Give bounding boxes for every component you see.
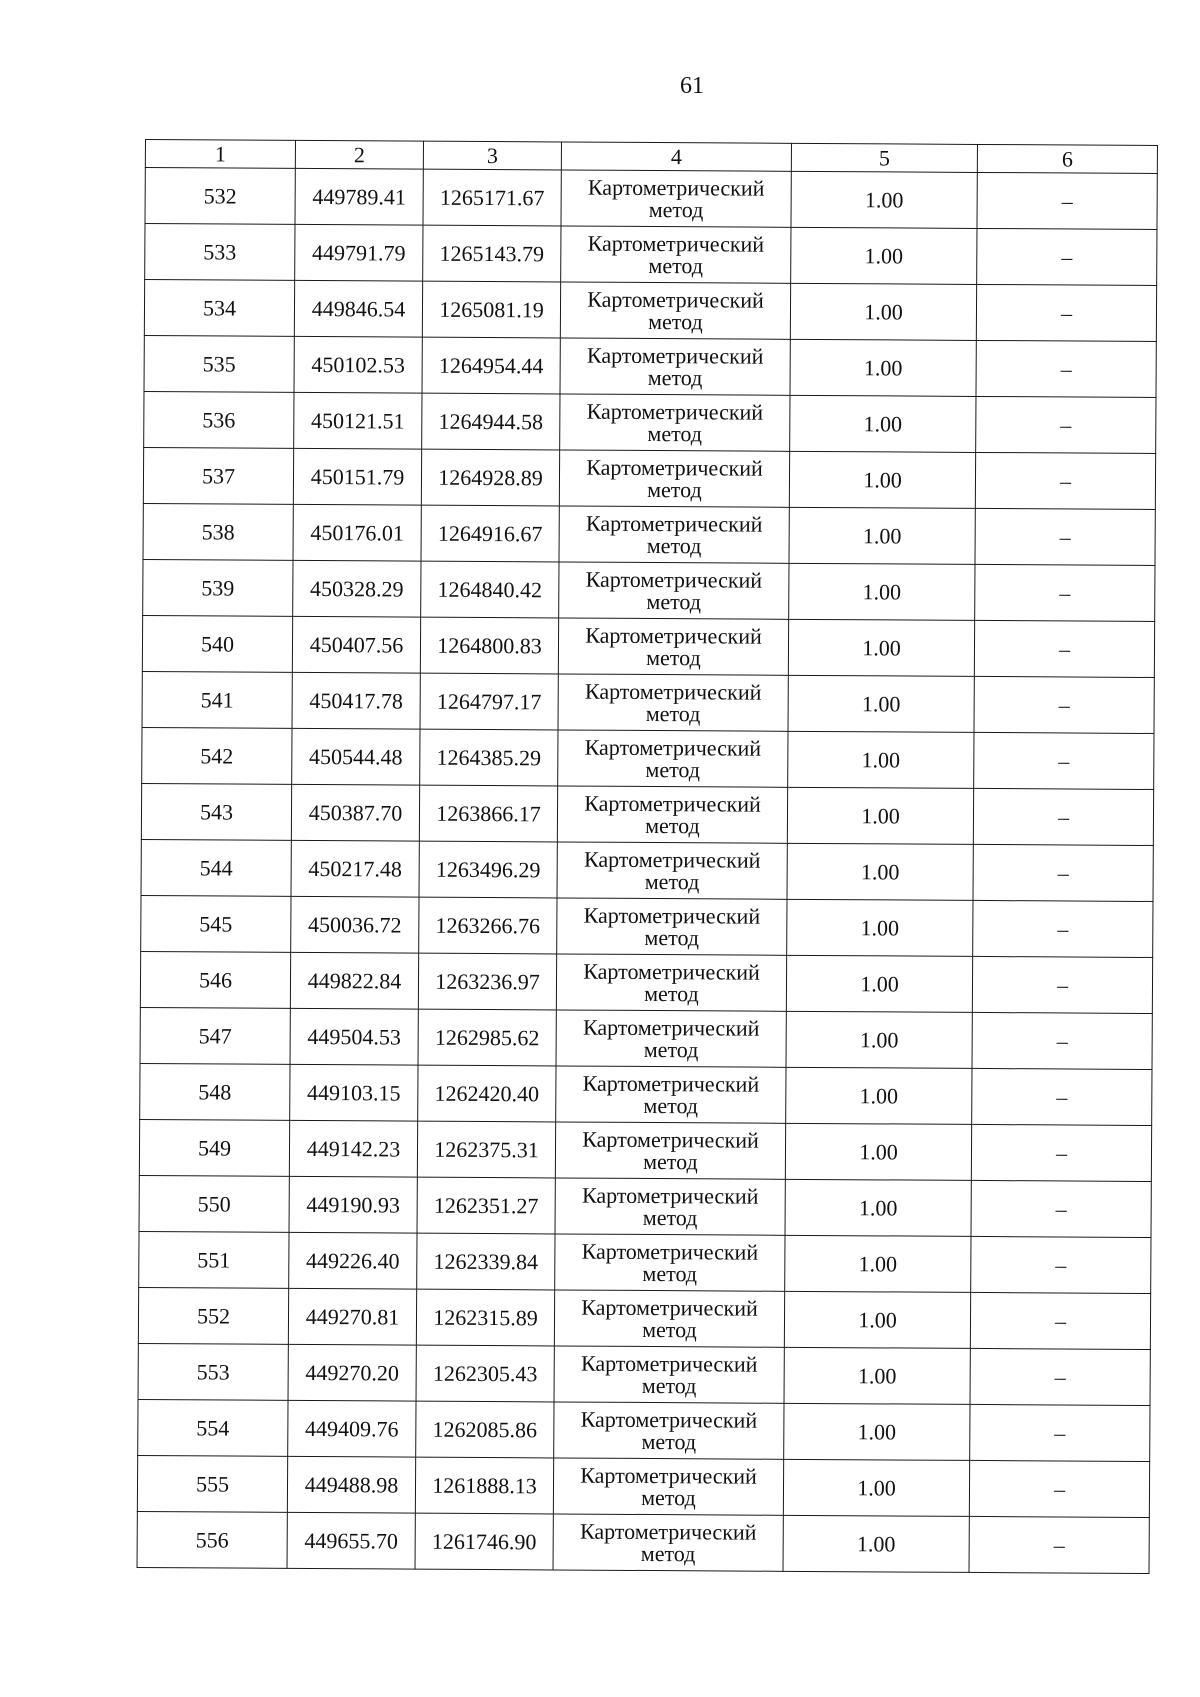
method-cell	[559, 506, 789, 563]
method-text-line: метод	[644, 980, 699, 1006]
method-text-line: метод	[643, 1036, 699, 1062]
table-row	[138, 1343, 1150, 1405]
point-number-cell: 555	[137, 1455, 287, 1512]
y-coordinate-cell: 1262339.84	[417, 1233, 555, 1290]
note-cell: –	[977, 172, 1157, 229]
method-text-line: Картометрический	[586, 454, 763, 481]
method-text-line: метод	[641, 1484, 696, 1510]
method-text-line: Картометрический	[580, 1462, 757, 1489]
accuracy-cell: 1.00	[785, 1179, 971, 1236]
method-cell	[555, 1122, 785, 1179]
note-cell: –	[974, 732, 1154, 789]
table-row	[142, 615, 1154, 677]
method-text-line: метод	[646, 588, 702, 614]
note-cell: –	[971, 1124, 1151, 1181]
y-coordinate-cell: 1264797.17	[420, 673, 558, 730]
y-coordinate-cell: 1264800.83	[420, 617, 558, 674]
method-cell	[557, 898, 787, 955]
method-text-line: Картометрический	[584, 790, 761, 817]
page-number: 61	[680, 73, 704, 99]
note-cell: –	[975, 452, 1155, 509]
method-cell	[553, 1458, 783, 1515]
method-cell	[554, 1402, 784, 1459]
accuracy-cell: 1.00	[789, 507, 975, 564]
method-text-line: метод	[643, 1148, 698, 1174]
x-coordinate-cell: 450328.29	[293, 560, 421, 617]
note-cell: –	[976, 340, 1156, 397]
x-coordinate-cell: 450102.53	[294, 336, 422, 393]
point-number-cell: 545	[141, 895, 291, 952]
point-number-cell: 542	[142, 727, 292, 784]
method-text-line: метод	[642, 1316, 697, 1342]
method-cell	[559, 450, 789, 507]
table-row	[142, 671, 1154, 733]
table-row	[139, 1231, 1151, 1293]
column-header: 6	[977, 144, 1157, 173]
x-coordinate-cell: 449791.79	[295, 224, 423, 281]
point-number-cell: 541	[142, 671, 292, 728]
table-row	[140, 951, 1152, 1013]
point-number-cell: 536	[144, 391, 294, 448]
point-number-cell: 549	[139, 1119, 289, 1176]
method-text-line: Картометрический	[585, 622, 762, 649]
accuracy-cell: 1.00	[786, 1067, 972, 1124]
x-coordinate-cell: 449270.20	[288, 1344, 416, 1401]
method-text-line: Картометрический	[586, 398, 764, 425]
table-row	[138, 1399, 1150, 1461]
note-cell: –	[977, 228, 1157, 285]
method-text-line: метод	[645, 812, 700, 838]
method-text-line: Картометрический	[583, 958, 760, 985]
y-coordinate-cell: 1265081.19	[422, 281, 560, 338]
x-coordinate-cell: 450217.48	[291, 840, 419, 897]
accuracy-cell: 1.00	[790, 283, 976, 340]
method-cell	[558, 730, 788, 787]
point-number-cell: 533	[145, 224, 295, 281]
x-coordinate-cell: 449846.54	[294, 280, 422, 337]
note-cell: –	[972, 1012, 1152, 1069]
point-number-cell: 538	[143, 503, 293, 560]
y-coordinate-cell: 1263266.76	[419, 897, 557, 954]
point-number-cell: 534	[144, 280, 294, 337]
method-text-line: Картометрический	[587, 174, 765, 201]
method-cell	[556, 1010, 786, 1067]
column-header: 2	[295, 140, 423, 169]
method-text-line: метод	[646, 644, 701, 670]
method-cell	[561, 226, 791, 283]
table-row	[145, 168, 1157, 230]
table-row	[144, 335, 1156, 397]
method-cell	[555, 1234, 785, 1291]
accuracy-cell: 1.00	[784, 1347, 970, 1404]
table-row	[143, 447, 1155, 509]
point-number-cell: 535	[144, 335, 294, 392]
accuracy-cell: 1.00	[784, 1291, 970, 1348]
accuracy-cell: 1.00	[783, 1459, 969, 1516]
table-row	[140, 1007, 1152, 1069]
point-number-cell: 554	[138, 1399, 288, 1456]
table-row	[139, 1119, 1151, 1181]
y-coordinate-cell: 1262420.40	[418, 1065, 556, 1122]
note-cell: –	[972, 956, 1152, 1013]
method-cell	[558, 674, 788, 731]
y-coordinate-cell: 1264385.29	[420, 729, 558, 786]
x-coordinate-cell: 449409.76	[288, 1400, 416, 1457]
point-number-cell: 550	[139, 1175, 289, 1232]
y-coordinate-cell: 1262085.86	[416, 1401, 554, 1458]
table-row	[144, 391, 1156, 453]
y-coordinate-cell: 1261746.90	[415, 1513, 553, 1570]
method-cell	[561, 170, 791, 227]
accuracy-cell: 1.00	[790, 339, 976, 396]
method-text-line: Картометрический	[579, 1518, 757, 1545]
method-text-line: Картометрический	[587, 230, 765, 257]
point-number-cell: 553	[138, 1343, 288, 1400]
x-coordinate-cell: 449488.98	[287, 1456, 415, 1513]
y-coordinate-cell: 1265171.67	[423, 169, 561, 226]
x-coordinate-cell: 450151.79	[293, 448, 421, 505]
y-coordinate-cell: 1263496.29	[419, 841, 557, 898]
note-cell: –	[971, 1236, 1151, 1293]
method-text-line: метод	[642, 1204, 698, 1230]
method-cell	[560, 394, 790, 451]
accuracy-cell: 1.00	[787, 899, 973, 956]
method-text-line: Картометрический	[584, 678, 762, 705]
y-coordinate-cell: 1264840.42	[421, 561, 559, 618]
table-row	[144, 280, 1156, 342]
method-text-line: Картометрический	[583, 902, 761, 929]
table-row	[141, 895, 1153, 957]
method-text-line: метод	[647, 420, 703, 446]
accuracy-cell: 1.00	[786, 1011, 972, 1068]
x-coordinate-cell: 449142.23	[289, 1120, 417, 1177]
accuracy-cell: 1.00	[784, 1403, 970, 1460]
method-cell	[557, 842, 787, 899]
x-coordinate-cell: 450176.01	[293, 504, 421, 561]
method-cell	[560, 338, 790, 395]
column-header: 5	[791, 143, 977, 172]
method-cell	[554, 1290, 784, 1347]
method-cell	[559, 562, 789, 619]
y-coordinate-cell: 1262375.31	[417, 1121, 555, 1178]
note-cell: –	[970, 1292, 1150, 1349]
note-cell: –	[975, 508, 1155, 565]
note-cell: –	[973, 844, 1153, 901]
y-coordinate-cell: 1262315.89	[416, 1289, 554, 1346]
table-row	[137, 1455, 1149, 1517]
point-number-cell: 539	[143, 559, 293, 616]
note-cell: –	[970, 1404, 1150, 1461]
method-text-line: Картометрический	[584, 734, 762, 761]
column-header: 1	[145, 140, 295, 169]
method-text-line: Картометрический	[581, 1294, 758, 1321]
x-coordinate-cell: 450036.72	[291, 896, 419, 953]
x-coordinate-cell: 449655.70	[287, 1512, 415, 1569]
method-text-line: метод	[645, 700, 701, 726]
point-number-cell: 544	[141, 839, 291, 896]
method-text-line: метод	[647, 364, 703, 390]
x-coordinate-cell: 449270.81	[288, 1288, 416, 1345]
point-number-cell: 551	[139, 1231, 289, 1288]
method-cell	[556, 954, 786, 1011]
method-text-line: метод	[647, 476, 702, 502]
method-text-line: Картометрический	[582, 1070, 760, 1097]
method-text-line: Картометрический	[585, 566, 763, 593]
x-coordinate-cell: 450544.48	[292, 728, 420, 785]
x-coordinate-cell: 450417.78	[292, 672, 420, 729]
table-row	[137, 1511, 1149, 1573]
method-text-line: метод	[648, 252, 704, 278]
x-coordinate-cell: 449103.15	[290, 1064, 418, 1121]
method-text-line: Картометрический	[583, 846, 761, 873]
method-cell	[558, 618, 788, 675]
method-cell	[554, 1346, 784, 1403]
y-coordinate-cell: 1265143.79	[423, 225, 561, 282]
accuracy-cell: 1.00	[788, 675, 974, 732]
point-number-cell: 547	[140, 1007, 290, 1064]
accuracy-cell: 1.00	[785, 1123, 971, 1180]
point-number-cell: 556	[137, 1511, 287, 1568]
note-cell: –	[971, 1180, 1151, 1237]
note-cell: –	[975, 564, 1155, 621]
table-row	[138, 1287, 1150, 1349]
method-cell	[553, 1514, 783, 1571]
table-body	[137, 168, 1157, 1574]
x-coordinate-cell: 450387.70	[291, 784, 419, 841]
table-row	[139, 1175, 1151, 1237]
method-text-line: метод	[644, 868, 700, 894]
method-text-line: Картометрический	[580, 1406, 758, 1433]
accuracy-cell: 1.00	[789, 563, 975, 620]
x-coordinate-cell: 449190.93	[289, 1176, 417, 1233]
method-text-line: метод	[643, 1092, 699, 1118]
table-row	[143, 503, 1155, 565]
method-cell	[555, 1178, 785, 1235]
y-coordinate-cell: 1264916.67	[421, 505, 559, 562]
y-coordinate-cell: 1263236.97	[418, 953, 556, 1010]
note-cell: –	[974, 676, 1154, 733]
note-cell: –	[976, 396, 1156, 453]
method-text-line: Картометрический	[585, 510, 763, 537]
accuracy-cell: 1.00	[787, 787, 973, 844]
x-coordinate-cell: 449789.41	[295, 168, 423, 225]
table-row	[145, 224, 1157, 286]
method-text-line: метод	[641, 1372, 697, 1398]
method-text-line: Картометрический	[581, 1182, 759, 1209]
note-cell: –	[969, 1516, 1149, 1573]
method-text-line: Картометрический	[587, 286, 764, 313]
table-row	[141, 783, 1153, 845]
method-text-line: метод	[646, 532, 702, 558]
method-cell	[557, 786, 787, 843]
table-row	[142, 727, 1154, 789]
point-number-cell: 546	[140, 951, 290, 1008]
note-cell: –	[970, 1348, 1150, 1405]
y-coordinate-cell: 1262351.27	[417, 1177, 555, 1234]
y-coordinate-cell: 1262305.43	[416, 1345, 554, 1402]
accuracy-cell: 1.00	[788, 731, 974, 788]
method-text-line: Картометрический	[582, 1126, 759, 1153]
method-cell	[560, 282, 790, 339]
table-row	[141, 839, 1153, 901]
x-coordinate-cell: 449226.40	[289, 1232, 417, 1289]
note-cell: –	[969, 1460, 1149, 1517]
point-number-cell: 552	[138, 1287, 288, 1344]
coordinates-table	[137, 139, 1158, 1574]
point-number-cell: 537	[143, 447, 293, 504]
y-coordinate-cell: 1261888.13	[415, 1457, 553, 1514]
accuracy-cell: 1.00	[791, 227, 977, 284]
note-cell: –	[976, 284, 1156, 341]
note-cell: –	[972, 1068, 1152, 1125]
y-coordinate-cell: 1263866.17	[419, 785, 557, 842]
method-text-line: Картометрический	[580, 1350, 758, 1377]
point-number-cell: 532	[145, 168, 295, 225]
note-cell: –	[973, 900, 1153, 957]
accuracy-cell: 1.00	[788, 619, 974, 676]
accuracy-cell: 1.00	[790, 395, 976, 452]
note-cell: –	[974, 620, 1154, 677]
note-cell: –	[973, 788, 1153, 845]
method-cell	[556, 1066, 786, 1123]
method-text-line: метод	[645, 756, 701, 782]
point-number-cell: 548	[140, 1063, 290, 1120]
point-number-cell: 543	[141, 783, 291, 840]
method-text-line: Картометрический	[581, 1238, 759, 1265]
point-number-cell: 540	[142, 615, 292, 672]
column-header: 3	[423, 141, 561, 170]
method-text-line: метод	[642, 1260, 698, 1286]
column-header: 4	[561, 142, 791, 171]
method-text-line: метод	[648, 308, 703, 334]
table-row	[140, 1063, 1152, 1125]
accuracy-cell: 1.00	[786, 955, 972, 1012]
table-row	[143, 559, 1155, 621]
method-text-line: метод	[644, 924, 700, 950]
method-text-line: Картометрический	[586, 342, 764, 369]
accuracy-cell: 1.00	[783, 1515, 969, 1572]
accuracy-cell: 1.00	[787, 843, 973, 900]
y-coordinate-cell: 1264944.58	[422, 393, 560, 450]
y-coordinate-cell: 1264928.89	[421, 449, 559, 506]
method-text-line: метод	[648, 196, 704, 222]
method-text-line: метод	[641, 1428, 697, 1454]
x-coordinate-cell: 449822.84	[290, 952, 418, 1009]
accuracy-cell: 1.00	[785, 1235, 971, 1292]
method-text-line: Картометрический	[582, 1014, 760, 1041]
accuracy-cell: 1.00	[791, 171, 977, 228]
accuracy-cell: 1.00	[789, 451, 975, 508]
x-coordinate-cell: 450121.51	[294, 392, 422, 449]
y-coordinate-cell: 1262985.62	[418, 1009, 556, 1066]
x-coordinate-cell: 449504.53	[290, 1008, 418, 1065]
method-text-line: метод	[640, 1540, 696, 1566]
x-coordinate-cell: 450407.56	[292, 616, 420, 673]
y-coordinate-cell: 1264954.44	[422, 337, 560, 394]
